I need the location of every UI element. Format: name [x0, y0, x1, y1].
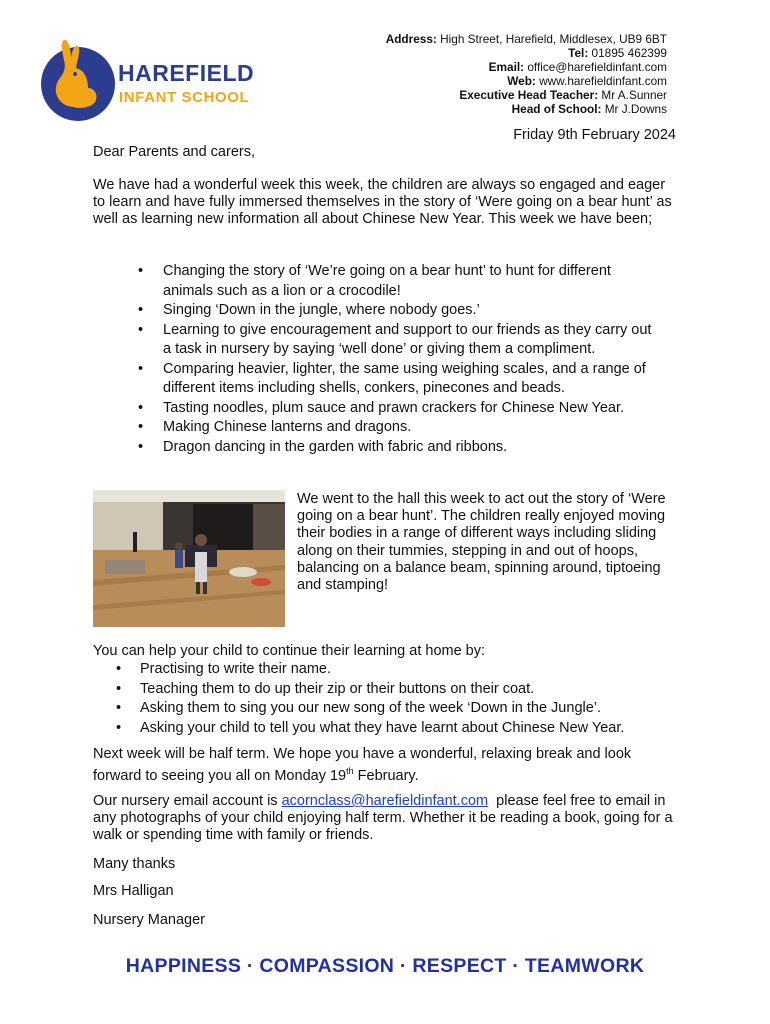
exec-head-value: Mr A.Sunner [601, 88, 667, 103]
school-values-footer: HAPPINESS · COMPASSION · RESPECT · TEAMWORK [125, 955, 645, 977]
sign-off: Many thanks [93, 856, 176, 872]
signature-name: Mrs Halligan [93, 883, 174, 899]
activities-list [113, 262, 658, 457]
head-label: Head of School: [511, 102, 602, 117]
school-subtitle: INFANT SCHOOL [119, 89, 250, 106]
head-row [386, 102, 667, 116]
list-item: • Asking them to sing you our new song of the week ‘Down in the Jungle’. [93, 699, 693, 719]
tel-label: Tel: [568, 46, 589, 61]
hall-photo [93, 490, 285, 627]
tel-value: 01895 462399 [591, 46, 667, 61]
list-item: • Practising to write their name. [93, 660, 693, 680]
list-item: • Dragon dancing in the garden with fabric and ribbons. [113, 438, 658, 458]
web-row [386, 74, 667, 88]
exec-head-label: Executive Head Teacher: [459, 88, 599, 103]
help-intro: You can help your child to continue their learning at home by: [93, 643, 486, 659]
nursery-email-link[interactable]: acornclass@harefieldinfant.com [281, 793, 489, 809]
address-row [386, 32, 667, 46]
rabbit-logo-icon [38, 38, 120, 122]
address-label: Address: [385, 32, 437, 46]
tel-row [386, 46, 667, 60]
email-paragraph [93, 793, 683, 845]
contact-block [386, 32, 667, 117]
address-value: High Street, Harefield, Middlesex, UB9 6BT [440, 32, 667, 46]
list-item: • Tasting noodles, plum sauce and prawn crackers for Chinese New Year. [113, 399, 658, 419]
email-text: Our nursery email account is [93, 793, 282, 809]
email-text-end: please feel free to email in any photographs of your child enjoying half term. Whether it be reading a book, going for a walk or spending time with family or friends. [93, 793, 677, 844]
signature-role: Nursery Manager [93, 912, 206, 928]
half-term-text-end: February. [353, 768, 419, 785]
email-label: Email: [488, 60, 525, 75]
help-list [93, 660, 693, 738]
list-item: • Singing ‘Down in the jungle, where nobody goes.’ [113, 301, 658, 321]
list-item: • Comparing heavier, lighter, the same using weighing scales, and a range of different items including shells, conkers, pinecones and beads. [113, 360, 658, 399]
hall-paragraph: We went to the hall this week to act out the story of ‘Were going on a bear hunt’. The children really enjoyed moving their bodies in a range of different ways including sliding along on their tummies, stepping in and out of hoops, balancing on a balance beam, spinning around, tiptoeing and stamping! [297, 491, 666, 594]
letter-date: Friday 9th February 2024 [513, 127, 676, 143]
list-item: • Learning to give encouragement and support to our friends as they carry out a task in nursery by saying ‘well done’ or giving them a compliment. [113, 321, 658, 360]
head-value: Mr J.Downs [604, 102, 667, 117]
intro-paragraph: We have had a wonderful week this week, the children are always so engaged and eager to learn and have fully immersed themselves in the story of ‘Were going on a bear hunt’ as well as learning new information all about Chinese New Year. This week we have been; [93, 177, 672, 228]
ordinal-suffix: th [346, 766, 354, 777]
exec-head-row [386, 88, 667, 102]
list-item: • Teaching them to do up their zip or their buttons on their coat. [93, 680, 693, 700]
email-value[interactable]: office@harefieldinfant.com [527, 60, 667, 75]
half-term-text: Next week will be half term. We hope you have a wonderful, relaxing break and look forward to seeing you all on Monday 19 [93, 746, 632, 785]
half-term-paragraph [93, 746, 683, 785]
greeting: Dear Parents and carers, [93, 144, 255, 160]
school-name: HAREFIELD [118, 60, 255, 86]
web-value[interactable]: www.harefieldinfant.com [539, 74, 667, 89]
email-row [386, 60, 667, 74]
web-label: Web: [507, 74, 536, 89]
list-item: • Changing the story of ‘We’re going on a bear hunt’ to hunt for different animals such as a lion or a crocodile! [113, 262, 658, 301]
list-item: • Making Chinese lanterns and dragons. [113, 418, 658, 438]
list-item: • Asking your child to tell you what they have learnt about Chinese New Year. [93, 719, 693, 739]
